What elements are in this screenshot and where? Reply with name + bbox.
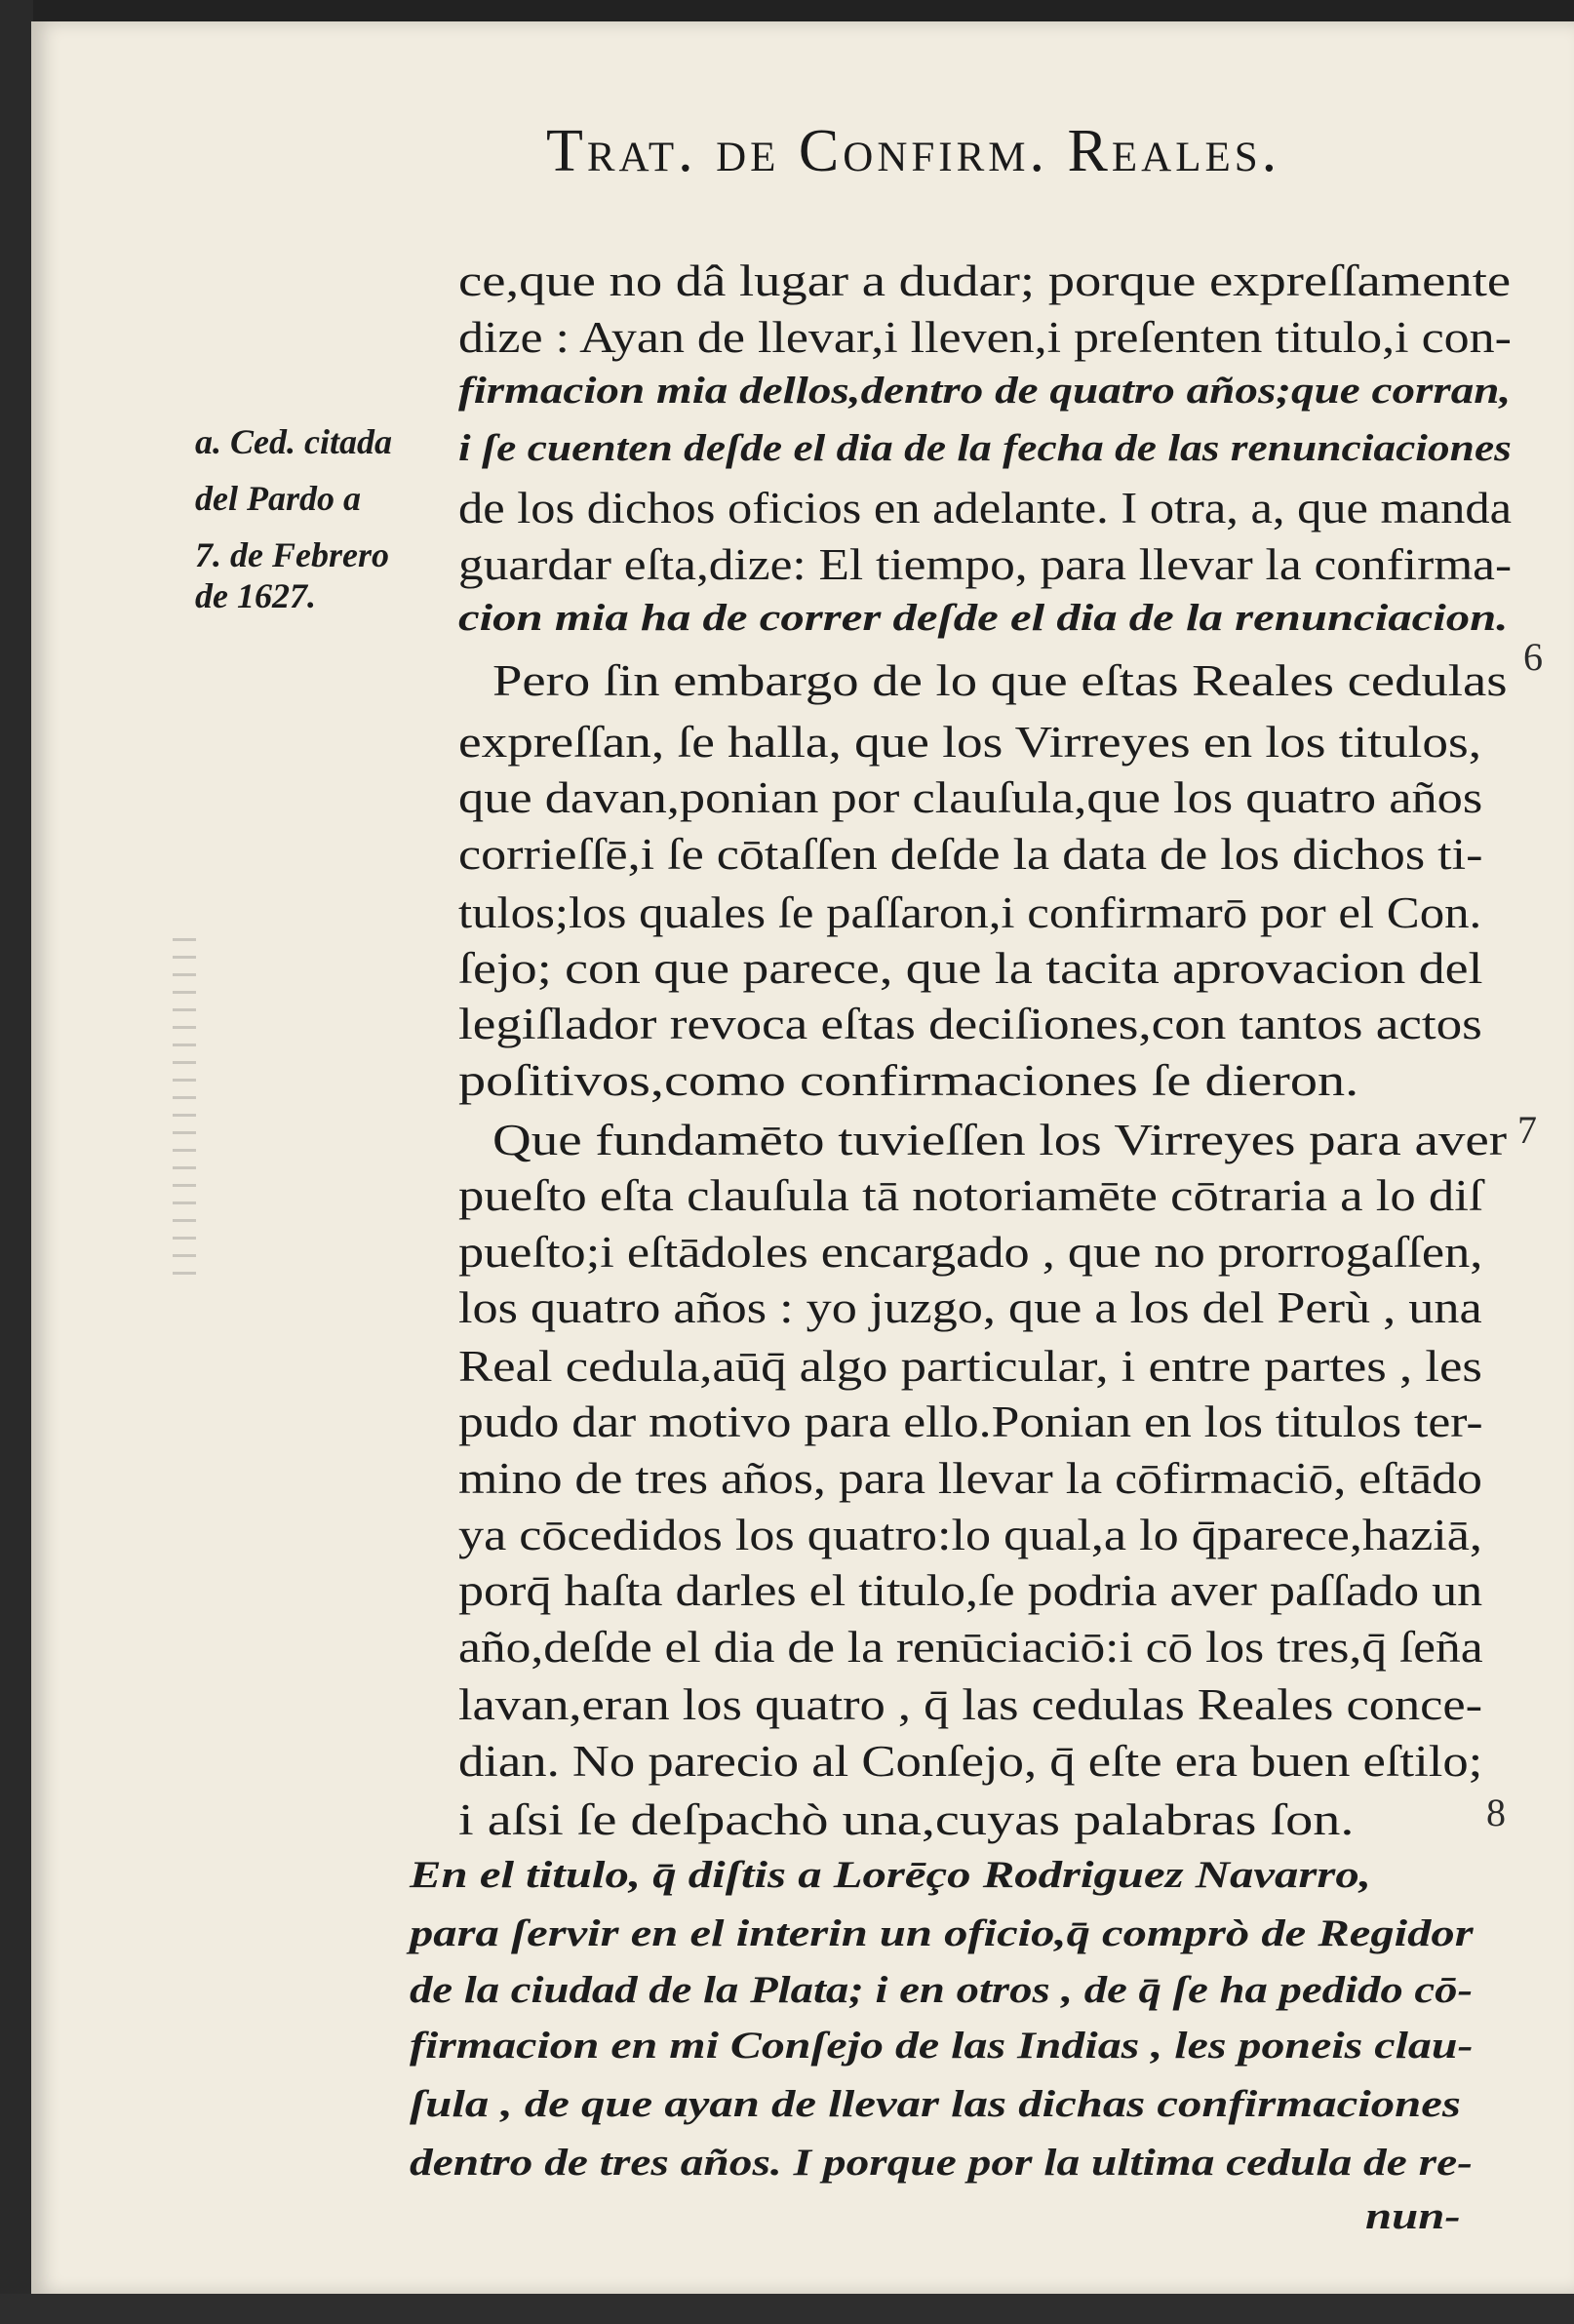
text-line: nun- <box>1365 2195 1461 2237</box>
text-line: cion mia ha de correr deſde el dia de la renunciacion. <box>458 597 1509 639</box>
text-line: año,deſde el dia de la renūciaciō:i cō los tres,q̄ ſeña <box>458 1623 1483 1672</box>
text-line: para ſervir en el interin un oficio,q̄ comprò de Regidor <box>410 1912 1474 1954</box>
paragraph-number: 6 <box>1523 635 1543 679</box>
scan-edge-bottom <box>0 2294 1574 2324</box>
text-line: i ſe cuenten deſde el dia de la fecha de las renunciaciones <box>458 427 1512 469</box>
text-line: legiſlador revoca eſtas deciſiones,con tantos actos <box>458 1000 1482 1048</box>
text-line: ya cōcedidos los quatro:lo qual,a lo q̄parece,haziā, <box>458 1511 1482 1559</box>
margin-note-line: de 1627. <box>195 576 316 615</box>
show-through-marks <box>173 938 196 1280</box>
margin-note-line: a. Ced. citada <box>195 422 392 461</box>
text-line: firmacion mia dellos,dentro de quatro años;que corran, <box>458 370 1512 412</box>
text-line: dian. No parecio al Conſejo, q̄ eſte era buen eſtilo; <box>458 1737 1483 1786</box>
margin-note-line: 7. de Febrero <box>195 535 389 574</box>
text-line: En el titulo, q̄ diſtis a Lorēço Rodriguez Navarro, <box>410 1854 1371 1896</box>
text-line: pueſto;i eſtādoles encargado , que no prorrogaſſen, <box>458 1228 1483 1277</box>
text-line: de la ciudad de la Plata; i en otros , de q̄ ſe ha pedido cō- <box>410 1969 1474 2011</box>
text-line: mino de tres años, para llevar la cōfirmaciō, eſtādo <box>458 1454 1482 1503</box>
text-line: pueſto eſta clauſula tā notoriamēte cōtraria a lo diſ <box>458 1171 1483 1220</box>
text-line: tulos;los quales ſe paſſaron,i confirmarō por el Con. <box>458 888 1482 937</box>
text-line: porq̄ haſta darles el titulo,ſe podria aver paſſado un <box>458 1566 1483 1615</box>
text-line: i aſsi ſe deſpachò una,cuyas palabras ſon. <box>458 1795 1355 1844</box>
text-line: firmacion en mi Conſejo de las Indias , les poneis clau- <box>410 2025 1474 2067</box>
margin-note-line: del Pardo a <box>195 479 361 518</box>
text-line: dentro de tres años. I porque por la ultima cedula de re- <box>410 2142 1473 2184</box>
text-line: ſula , de que ayan de llevar las dichas confirmaciones <box>410 2083 1461 2125</box>
text-line: que davan,ponian por clauſula,que los quatro años <box>458 773 1483 822</box>
text-line: los quatro años : yo juzgo, que a los del Perù , una <box>458 1283 1482 1332</box>
running-header: Trat. de Confirm. Reales. <box>546 118 1281 184</box>
scan-edge-left <box>0 0 33 2324</box>
paragraph-number: 8 <box>1486 1791 1506 1834</box>
text-line: poſitivos,como confirmaciones ſe dieron. <box>458 1056 1359 1105</box>
text-line: de los dichos oficios en adelante. I otra, a, que manda <box>458 484 1512 532</box>
text-line: dize : Ayan de llevar,i lleven,i preſenten titulo,i con- <box>458 313 1512 362</box>
text-line: Real cedula,aūq̄ algo particular, i entre partes , les <box>458 1342 1482 1391</box>
text-line: guardar eſta,dize: El tiempo, para llevar la confirma- <box>458 540 1513 589</box>
text-line: ce,que no dâ lugar a dudar; porque expreſſamente <box>458 256 1512 305</box>
text-line: Pero ſin embargo de lo que eſtas Reales cedulas <box>492 656 1508 705</box>
text-line: expreſſan, ſe halla, que los Virreyes en los titulos, <box>458 718 1482 767</box>
paragraph-number: 7 <box>1517 1108 1537 1152</box>
text-line: corrieſſē,i ſe cōtaſſen deſde la data de los dichos ti- <box>458 830 1483 879</box>
text-line: lavan,eran los quatro , q̄ las cedulas Reales conce- <box>458 1680 1483 1729</box>
text-line: Que fundamēto tuvieſſen los Virreyes para aver <box>492 1116 1508 1164</box>
text-line: pudo dar motivo para ello.Ponian en los titulos ter- <box>458 1398 1483 1446</box>
text-line: ſejo; con que parece, que la tacita aprovacion del <box>458 944 1483 993</box>
